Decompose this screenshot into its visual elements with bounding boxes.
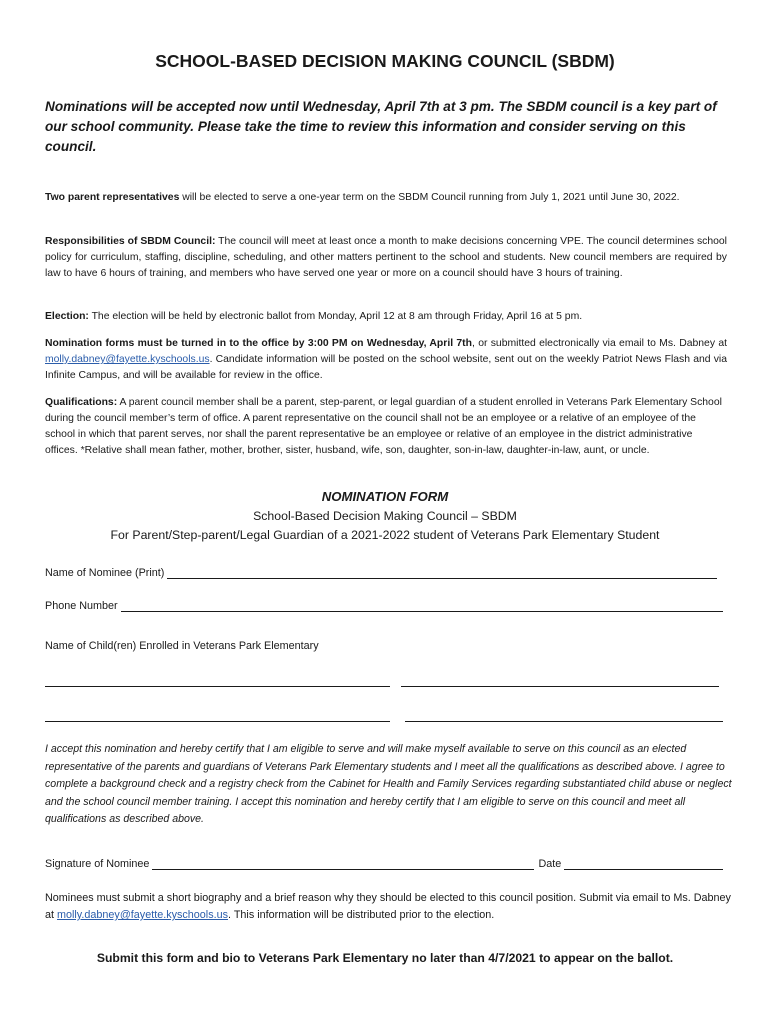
date-label: Date [538,858,562,870]
child-name-line[interactable] [405,721,723,722]
nominee-name-field[interactable] [45,566,717,579]
phone-number-field[interactable] [45,599,723,612]
responsibilities-paragraph [45,234,727,282]
email-link[interactable]: molly.dabney@fayette.kyschools.us [45,354,210,365]
nominee-name-label: Name of Nominee (Print) [45,567,165,579]
email-link[interactable]: molly.dabney@fayette.kyschools.us [57,909,229,921]
election-label: Election: [45,311,89,322]
page-title: SCHOOL-BASED DECISION MAKING COUNCIL (SBDM) [155,51,615,71]
child-name-line[interactable] [45,686,390,687]
responsibilities-label: Responsibilities of SBDM Council: [45,236,216,247]
form-subtitle: School-Based Decision Making Council – SBDM [253,509,517,523]
representatives-text: will be elected to serve a one-year term on the SBDM Council running from July 1, 2021 until June 30, 2022. [179,192,680,203]
children-label: Name of Child(ren) Enrolled in Veterans Park Elementary [45,640,319,652]
intro-paragraph: Nominations will be accepted now until Wednesday, April 7th at 3 pm. The SBDM council is a key part of our school community. Please take the time to review this information and consider serving on this council. [45,99,717,154]
nomination-deadline-label: Nomination forms must be turned in to the office by 3:00 PM on Wednesday, April 7th [45,338,472,349]
phone-number-line[interactable] [121,599,723,612]
qualifications-label: Qualifications: [45,397,118,408]
biography-instructions [45,890,735,924]
election-paragraph [45,309,727,325]
form-subtitle-2: For Parent/Step-parent/Legal Guardian of a 2021-2022 student of Veterans Park Elementary Student [110,528,660,542]
qualifications-paragraph [45,395,727,459]
date-line[interactable] [564,857,723,870]
nomination-text-2: . Candidate information will be posted on the school website, sent out on the weekly Patriot News Flash and via Infinite Campus, and will be available for review in the office. [45,354,727,381]
signature-line[interactable] [152,857,534,870]
signature-label: Signature of Nominee [45,858,150,870]
responsibilities-text: The council will meet at least once a month to make decisions concerning VPE. The council determines school policy for curriculum, staffing, discipline, scheduling, and other matters pertinent to the school and students. New council members are required by law to have 6 hours of training, and members who have served one year or more on a council should have 3 hours of training. [45,236,727,279]
signature-row [45,857,723,870]
phone-number-label: Phone Number [45,600,118,612]
certification-statement: I accept this nomination and hereby certify that I am eligible to serve and will make myself available to serve on this council as an elected representative of the parents and guardians of Veterans Park Elementary students and I meet all the qualifications as described above. I agree to complete a background check and a registry check from the Cabinet for Health and Family Services regarding substantiated child abuse or neglect and the school council member training. I accept this nomination and hereby certify that I am eligible to serve on this council and meet all qualifications as described above. [45,743,732,825]
nominee-name-line[interactable] [167,566,717,579]
nomination-text-1: , or submitted electronically via email to Ms. Dabney at [472,338,728,349]
nomination-paragraph [45,336,727,384]
nomination-form-title: NOMINATION FORM [321,489,449,504]
child-name-line[interactable] [45,721,390,722]
biography-text-1: Nominees must submit a short biography and a brief reason why they should be elected to this council position. Submit via email to Ms. Dabney at [45,892,731,921]
representatives-label: Two parent representatives [45,192,180,203]
election-text: The election will be held by electronic ballot from Monday, April 12 at 8 am through Friday, April 16 at 5 pm. [88,311,583,322]
representatives-paragraph [45,190,727,206]
submission-deadline-note: Submit this form and bio to Veterans Park Elementary no later than 4/7/2021 to appear on the ballot. [96,951,674,965]
biography-text-2: . This information will be distributed prior to the election. [228,909,495,921]
child-name-line[interactable] [401,686,719,687]
qualifications-text: A parent council member shall be a parent, step-parent, or legal guardian of a student enrolled in Veterans Park Elementary School during the council member’s term of office. A parent representative on the council shall not be an employee or a relative of an employee of the school in which that parent serves, nor shall the parent representative be an employee or relative of an employee in the district administrative offices. *Relative shall mean father, mother, brother, sister, husband, wife, son, daughter, son-in-law, daughter-in-law, aunt, or uncle. [45,397,722,456]
